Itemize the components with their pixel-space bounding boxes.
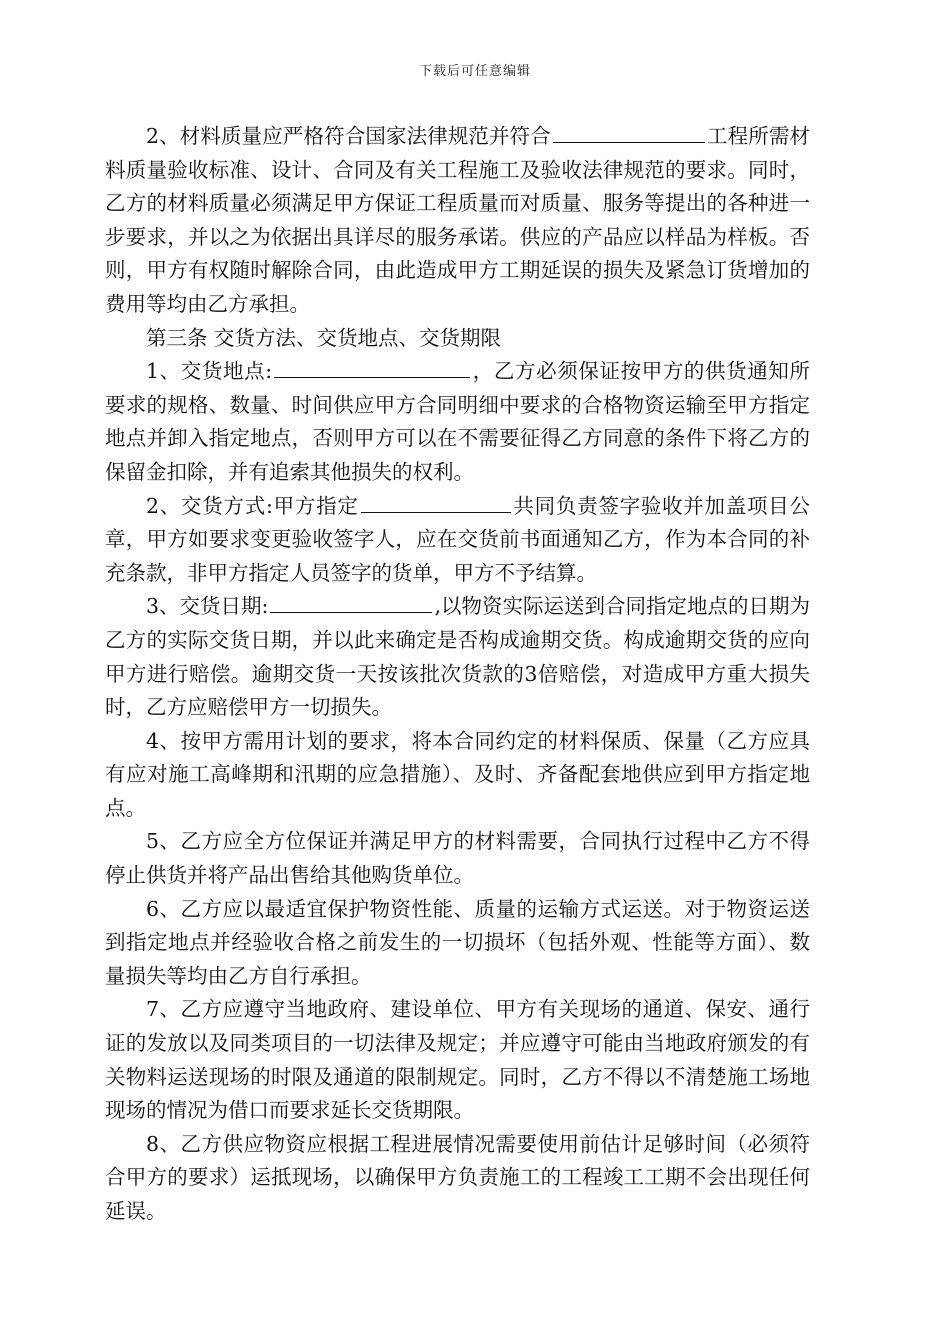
fill-in-blank-date	[270, 590, 432, 613]
paragraph-text: ,以物资实际运送到合同指定地点的日期为乙方的实际交货日期，并以此来确定是否构成逾期交货。构成逾期交货的应向甲方进行赔偿。逾期交货一天按该批次货款的3倍赔偿，对造成甲方重大损失时，乙方应赔偿甲方一切损失。	[105, 594, 811, 720]
fill-in-blank-location	[274, 355, 470, 378]
paragraph-text: 1、交货地点:	[146, 359, 273, 384]
header-note: 下载后可任意编辑	[418, 64, 531, 79]
paragraph-delivery-location	[105, 355, 810, 489]
paragraph-text: 3、交货日期:	[146, 594, 269, 619]
fill-in-blank-project	[553, 120, 705, 143]
paragraph-text: ，乙方必须保证按甲方的供货通知所要求的规格、数量、时间供应甲方合同明细中要求的合格物资运输至甲方指定地点并卸入指定地点，否则甲方可以在不需要征得乙方同意的条件下将乙方的保留金扣除，并有追索其他损失的权利。	[105, 359, 811, 484]
section-heading-article-3: 第三条 交货方法、交货地点、交货期限	[146, 325, 502, 350]
paragraph-delivery-date	[105, 590, 810, 724]
document-body	[105, 120, 810, 1229]
paragraph-supply-guarantee: 5、乙方应全方位保证并满足甲方的材料需要，合同执行过程中乙方不得停止供货并将产品出售给其他购货单位。	[105, 829, 810, 888]
paragraph-material-quality	[105, 120, 810, 322]
paragraph-supply-plan: 4、按甲方需用计划的要求，将本合同约定的材料保质、保量（乙方应具有应对施工高峰期和汛期的应急措施）、及时、齐备配套地供应到甲方指定地点。	[105, 728, 810, 820]
paragraph-text: 2、材料质量应严格符合国家法律规范并符合	[146, 124, 551, 148]
paragraph-text: 共同负责签字验收并加盖项目公章，甲方如要求变更验收签字人，应在交货前书面通知乙方，作为本合同的补充条款，非甲方指定人员签字的货单，甲方不予结算。	[105, 493, 811, 585]
paragraph-site-rules: 7、乙方应遵守当地政府、建设单位、甲方有关现场的通道、保安、通行证的发放以及同类项目的一切法律及规定；并应遵守可能由当地政府颁发的有关物料运送现场的时限及通道的限制规定。同时，乙方不得以不清楚施工场地现场的情况为借口而要求延长交货期限。	[105, 997, 810, 1123]
paragraph-text: 工程所需材料质量验收标准、设计、合同及有关工程施工及验收法律规范的要求。同时，乙方的材料质量必须满足甲方保证工程质量而对质量、服务等提出的各种进一步要求，并以之为依据出具详尽的服务承诺。供应的产品应以样品为样板。否则，甲方有权随时解除合同，由此造成甲方工期延误的损失及紧急订货增加的费用等均由乙方承担。	[105, 124, 810, 316]
paragraph-transport: 6、乙方应以最适宜保护物资性能、质量的运输方式运送。对于物资运送到指定地点并经验收合格之前发生的一切损坏（包括外观、性能等方面）、数量损失等均由乙方自行承担。	[105, 896, 810, 988]
paragraph-schedule: 8、乙方供应物资应根据工程进展情况需要使用前估计足够时间（必须符合甲方的要求）运抵现场，以确保甲方负责施工的工程竣工工期不会出现任何延误。	[105, 1131, 810, 1223]
paragraph-delivery-method	[105, 490, 810, 591]
paragraph-text: 2、交货方式:甲方指定	[146, 493, 359, 518]
fill-in-blank-designee	[361, 490, 511, 513]
